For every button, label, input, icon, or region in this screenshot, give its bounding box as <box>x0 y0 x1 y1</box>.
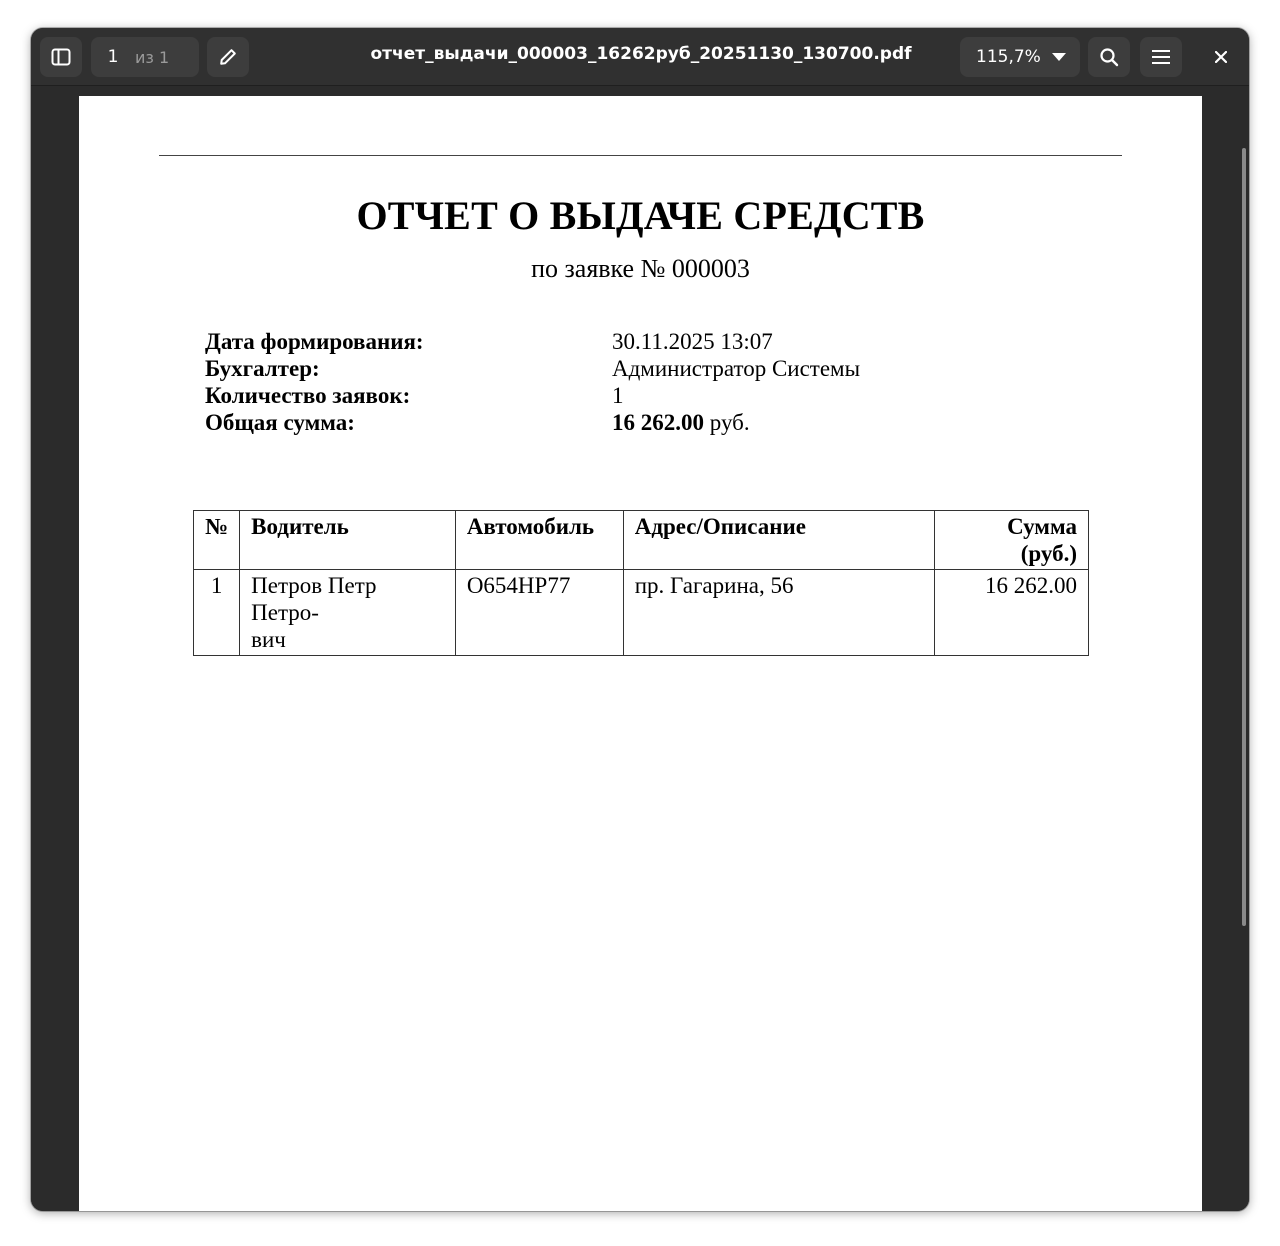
info-row-count <box>205 383 1005 410</box>
document-title: отчет_выдачи_000003_16262руб_20251130_130700.pdf <box>370 44 912 64</box>
zoom-dropdown[interactable] <box>960 37 1080 77</box>
column-header-number: № <box>194 511 240 570</box>
vertical-scrollbar[interactable] <box>1242 148 1246 926</box>
search-button[interactable] <box>1088 37 1130 77</box>
annotate-button[interactable] <box>207 37 249 77</box>
cell-number: 1 <box>194 570 240 656</box>
info-row-accountant <box>205 356 1005 383</box>
cell-driver <box>240 570 456 656</box>
currency-suffix: руб. <box>704 410 750 435</box>
info-value: 30.11.2025 13:07 <box>612 329 773 354</box>
search-icon <box>1099 47 1119 67</box>
column-header-driver: Водитель <box>240 511 456 570</box>
report-info <box>205 329 1005 437</box>
header-rule <box>159 155 1122 156</box>
report-title: ОТЧЕТ О ВЫДАЧЕ СРЕДСТВ <box>356 193 925 238</box>
info-row-total <box>205 410 1005 437</box>
info-value: Администратор Системы <box>612 356 861 381</box>
total-amount: 16 262.00 <box>612 410 704 435</box>
sidebar-toggle-icon <box>51 48 71 66</box>
issuance-table <box>193 510 1089 656</box>
zoom-level: 115,7% <box>976 47 1041 67</box>
current-page-input[interactable]: 1 <box>107 47 119 67</box>
column-header-address: Адрес/Описание <box>623 511 934 570</box>
triangle-down-icon <box>1052 53 1066 61</box>
page-count-label: из 1 <box>135 47 170 67</box>
page-number-field[interactable] <box>91 37 199 77</box>
info-label: Бухгалтер: <box>205 356 320 381</box>
close-button[interactable] <box>1201 37 1241 77</box>
info-label: Дата формирования: <box>205 329 424 354</box>
cell-amount: 16 262.00 <box>935 570 1089 656</box>
column-header-amount: Сумма (руб.) <box>935 511 1089 570</box>
info-value <box>612 410 750 436</box>
driver-line: вич <box>251 627 286 652</box>
info-label: Общая сумма: <box>205 410 355 435</box>
header-bar <box>31 28 1249 86</box>
pdf-viewer-window <box>31 28 1249 1211</box>
document-viewport[interactable] <box>31 87 1249 1211</box>
column-header-car: Автомобиль <box>455 511 623 570</box>
info-row-date <box>205 329 1005 356</box>
pencil-icon <box>218 47 238 67</box>
main-menu-button[interactable] <box>1140 37 1182 77</box>
info-value: 1 <box>612 383 624 408</box>
table-header-row <box>194 511 1089 570</box>
close-icon <box>1215 51 1227 63</box>
info-label: Количество заявок: <box>205 383 411 408</box>
cell-address: пр. Гагарина, 56 <box>623 570 934 656</box>
sidebar-toggle-button[interactable] <box>40 37 82 77</box>
report-subtitle: по заявке № 000003 <box>531 254 750 283</box>
driver-line: Петров Петр Петро- <box>251 573 377 625</box>
pdf-page <box>79 96 1202 1211</box>
table-row <box>194 570 1089 656</box>
cell-car: О654НР77 <box>455 570 623 656</box>
hamburger-menu-icon <box>1152 49 1170 65</box>
